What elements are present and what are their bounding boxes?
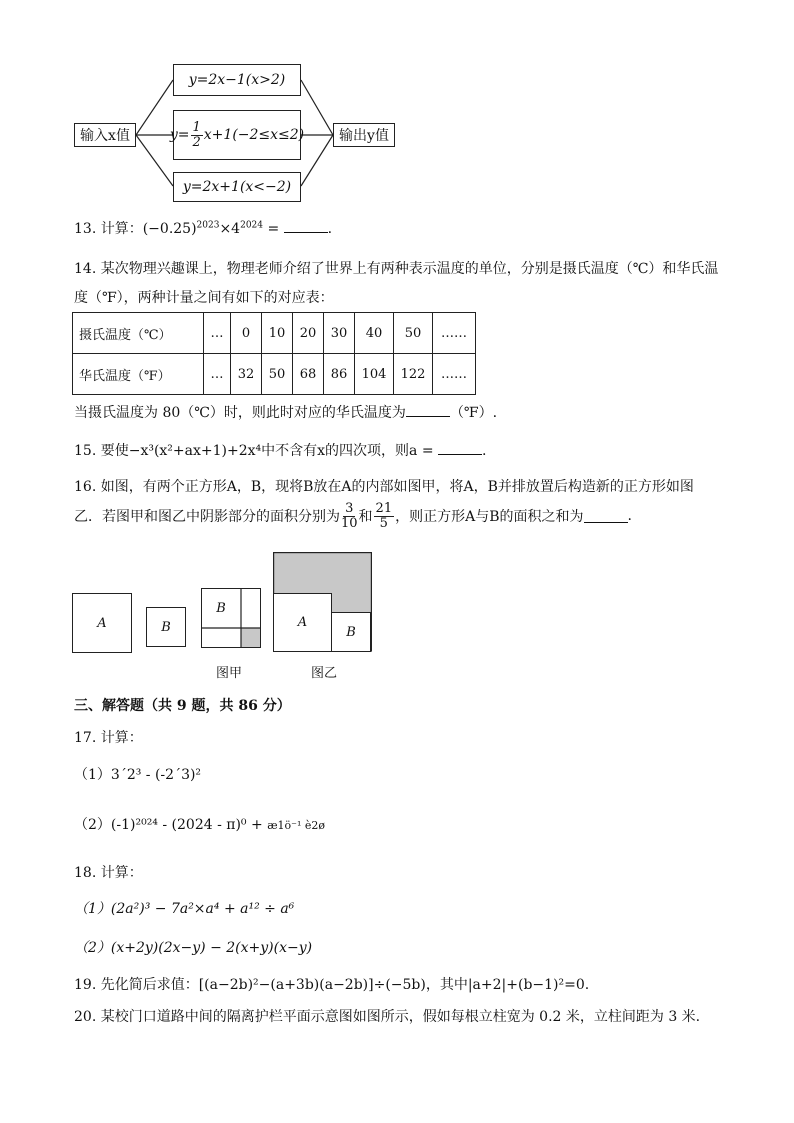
q16-line1: 16. 如图，有两个正方形A，B，现将B放在A的内部如图甲，将A，B并排放置后构造新的正方形如图 [74, 479, 694, 495]
q14-after-prefix: 当摄氏温度为 80（℃）时，则此时对应的华氏温度为 [74, 405, 406, 421]
flowchart-connectors [0, 0, 794, 215]
q16-answer-blank [584, 510, 628, 523]
q16-line2-prefix: 乙．若图甲和图乙中阴影部分的面积分别为 [74, 509, 340, 526]
branch-mid-box [169, 110, 305, 160]
output-box [333, 123, 395, 147]
table-cell: 50 [262, 354, 293, 395]
table-cell: 40 [355, 313, 394, 354]
q13-end: . [327, 221, 333, 237]
table-cell: 104 [355, 354, 394, 395]
question-13 [74, 218, 332, 238]
q15-end: . [482, 443, 487, 459]
q14-answer-blank [406, 404, 450, 417]
table-cell: 0 [231, 313, 262, 354]
q17-part2-main: （2）(-1)²⁰²⁴ - (2024 - π)⁰ + [74, 817, 263, 833]
branch-top-box [173, 64, 301, 96]
q17-title: 17. 计算： [74, 730, 143, 746]
table-cell: 68 [293, 354, 324, 395]
square-b [146, 607, 186, 647]
table-row-celsius [73, 313, 476, 354]
connector-bottom-left [136, 135, 173, 186]
figure-yi-b-label: B [346, 624, 356, 640]
q16-frac1-den: 10 [341, 515, 358, 531]
connector-bottom-right [301, 135, 333, 186]
table-cell: 30 [324, 313, 355, 354]
question-19: 19. 先化简后求值：[(a−2b)²−(a+3b)(a−2b)]÷(−5b)，其中|a+2|+(b−1)²=0. [74, 977, 590, 993]
q16-frac2-den: 5 [379, 515, 388, 531]
q14-after-suffix: （℉）. [449, 405, 498, 421]
q18-part1: （1）(2a²)³ − 7a²×a⁴ + a¹² ÷ a⁶ [74, 901, 295, 917]
q16-end: . [627, 508, 632, 525]
branch-mid-suffix: x+1(−2≤x≤2) [203, 127, 305, 143]
q16-frac1-num: 3 [345, 501, 354, 516]
output-label: 输出y值 [339, 128, 389, 144]
branch-bottom-formula: y=2x+1(x<−2) [182, 179, 292, 195]
q16-frac2-num: 21 [375, 501, 393, 516]
q15-text: 15. 要使−x³(x²+ax+1)+2x⁴中不含有x的四次项，则a = [74, 443, 434, 459]
table-cell: 华氏温度（℉） [73, 354, 204, 395]
table-cell: …… [433, 313, 476, 354]
q13-answer-blank [284, 220, 328, 233]
table-cell: … [204, 354, 231, 395]
caption-jia: 图甲 [216, 666, 243, 681]
q13-prefix: 13. 计算： [74, 221, 143, 237]
section-3-title: 三、解答题（共 9 题，共 86 分） [74, 698, 291, 714]
figure-yi-square-b [331, 612, 371, 652]
caption-yi: 图乙 [311, 666, 338, 681]
q16-fraction-1 [341, 502, 358, 530]
branch-bottom-box [173, 172, 301, 202]
q17-part1: （1）3´2³ - (-2´3)² [74, 767, 202, 783]
question-15 [74, 440, 486, 460]
input-label: 输入x值 [80, 128, 130, 144]
table-cell: 摄氏温度（℃） [73, 313, 204, 354]
q16-line2-suffix: ，则正方形A与B的面积之和为 [395, 509, 584, 526]
branch-top-formula: y=2x−1(x>2) [188, 72, 286, 88]
square-a-label: A [97, 615, 107, 631]
figure-yi-square-a [273, 593, 332, 652]
table-row-fahrenheit [73, 354, 476, 395]
q18-part2: （2）(x+2y)(2x−y) − 2(x+y)(x−y) [74, 940, 313, 956]
q16-line2 [74, 502, 632, 530]
q17-part2-tail: æ1ö⁻¹ è2ø [267, 819, 325, 832]
question-20: 20. 某校门口道路中间的隔离护栏平面示意图如图所示，假如每根立柱宽为 0.2 米，立柱间距为 3 米. [74, 1009, 701, 1025]
q13-mid: ×4 [219, 221, 241, 237]
connector-top-right [301, 80, 333, 135]
table-cell: 20 [293, 313, 324, 354]
q16-fraction-2 [374, 502, 395, 530]
connector-top-left [136, 80, 173, 135]
table-cell: 122 [394, 354, 433, 395]
q18-title: 18. 计算： [74, 865, 143, 881]
table-cell: 10 [262, 313, 293, 354]
table-cell: … [204, 313, 231, 354]
table-cell: 32 [231, 354, 262, 395]
q13-base: (−0.25) [142, 221, 197, 237]
q13-equals: = [267, 221, 280, 237]
branch-mid-fraction [191, 121, 203, 149]
square-a [72, 593, 132, 653]
table-cell: …… [433, 354, 476, 395]
q17-part2 [74, 814, 325, 834]
q14-line2: 度（℉），两种计量之间有如下的对应表： [74, 290, 334, 306]
table-cell: 50 [394, 313, 433, 354]
q15-answer-blank [438, 442, 482, 455]
branch-mid-num: 1 [192, 119, 201, 135]
square-b-label: B [161, 619, 171, 635]
branch-mid-prefix: y= [169, 127, 190, 143]
q16-and: 和 [358, 509, 373, 526]
figure-yi-a-label: A [297, 615, 308, 630]
branch-mid-den: 2 [192, 134, 201, 150]
input-box [74, 123, 136, 147]
q14-line1: 14. 某次物理兴趣课上，物理老师介绍了世界上有两种表示温度的单位，分别是摄氏温度（℃）和华氏温 [74, 261, 719, 277]
q13-exp2: 2024 [240, 220, 263, 231]
table-cell: 86 [324, 354, 355, 395]
q13-exp1: 2023 [196, 220, 220, 231]
q14-after [74, 402, 497, 422]
temperature-table [72, 312, 476, 395]
figure-jia-b-label: B [216, 600, 226, 616]
